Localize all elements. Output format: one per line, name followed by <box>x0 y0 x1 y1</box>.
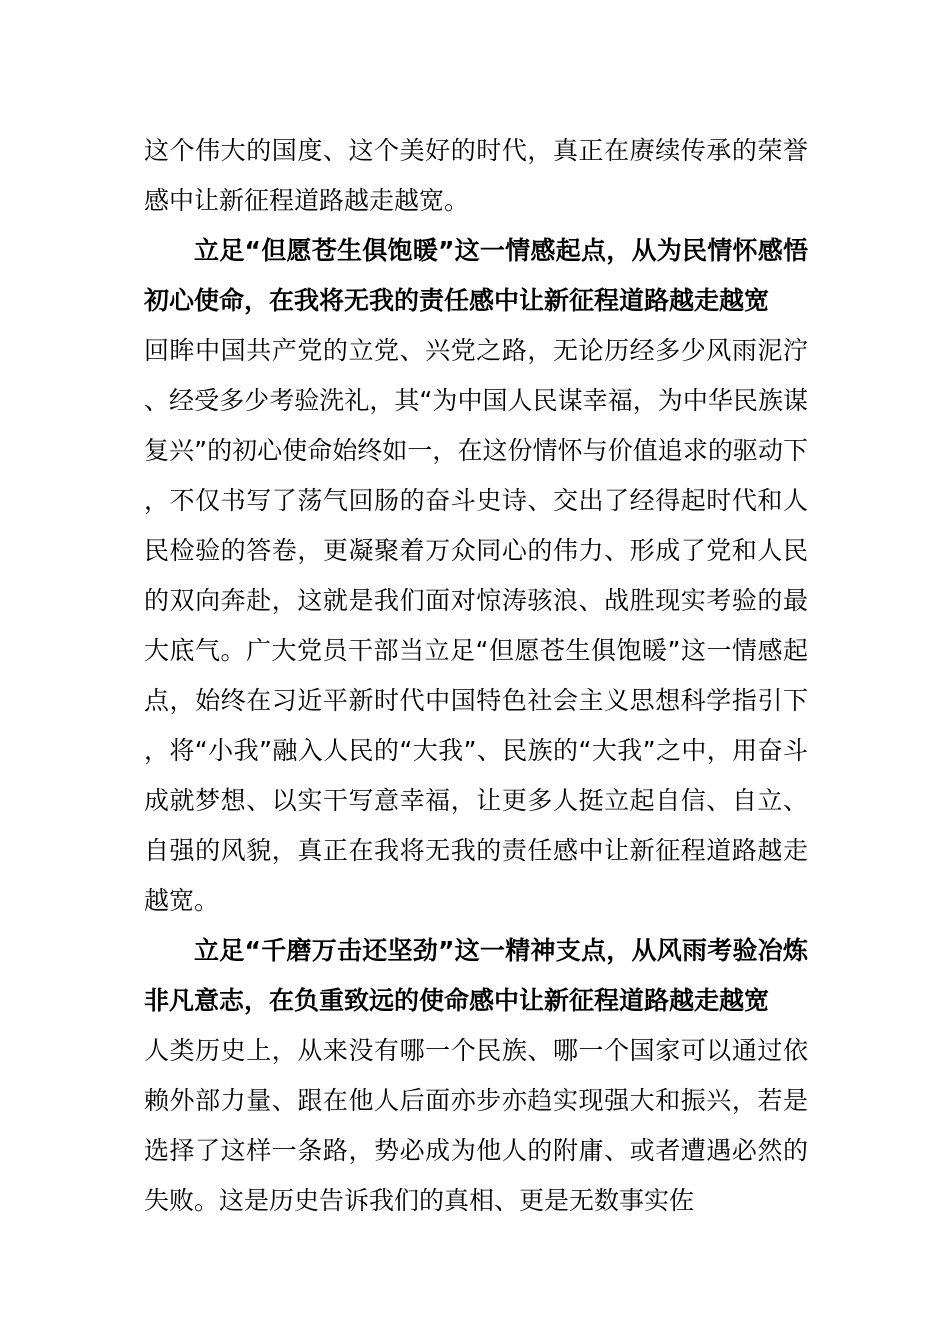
section-heading-2: 立足“千磨万击还坚劲”这一精神支点，从风雨考验冶炼非凡意志，在负重致远的使命感中让新征程道路越走越宽 <box>144 936 808 1015</box>
body-paragraph-2: 回眸中国共产党的立党、兴党之路，无论历经多少风雨泥泞、经受多少考验洗礼，其“为中国人民谋幸福，为中华民族谋复兴”的初心使命始终如一，在这份情怀与价值追求的驱动下，不仅书写了荡气回肠的奋斗史诗、交出了经得起时代和人民检验的答卷，更凝聚着万众同心的伟力、形成了党和人民的双向奔赴，这就是我们面对惊涛骇浪、战胜现实考验的最大底气。广大党员干部当立足“但愿苍生俱饱暖”这一情感起点，始终在习近平新时代中国特色社会主义思想科学指引下，将“小我”融入人民的“大我”、民族的“大我”之中，用奋斗成就梦想、以实干写意幸福，让更多人挺立起自信、自立、自强的风貌，真正在我将无我的责任感中让新征程道路越走越宽。 <box>144 336 808 915</box>
document-body <box>144 126 808 1226</box>
section-heading-1: 立足“但愿苍生俱饱暖”这一情感起点，从为民情怀感悟初心使命，在我将无我的责任感中让新征程道路越走越宽 <box>144 236 808 315</box>
body-paragraph-3: 人类历史上，从来没有哪一个民族、哪一个国家可以通过依赖外部力量、跟在他人后面亦步亦趋实现强大和振兴，若是选择了这样一条路，势必成为他人的附庸、或者遭遇必然的失败。这是历史告诉我们的真相、更是无数事实佐 <box>144 1036 808 1215</box>
body-paragraph-1: 这个伟大的国度、这个美好的时代，真正在赓续传承的荣誉感中让新征程道路越走越宽。 <box>144 136 808 215</box>
